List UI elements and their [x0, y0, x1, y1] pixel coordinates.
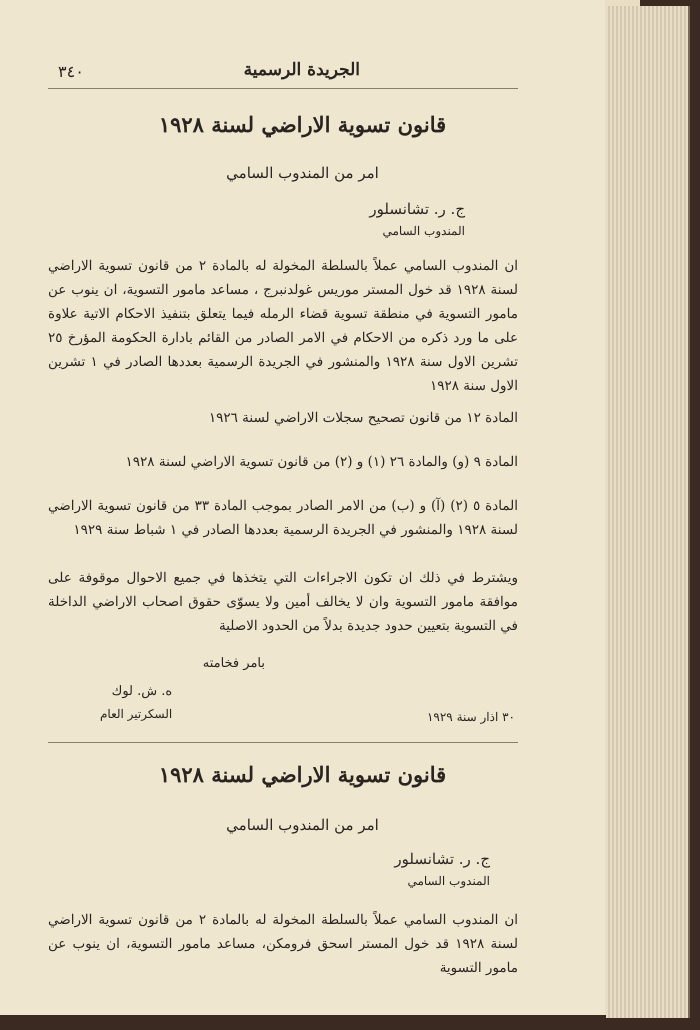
order-heading-2: امر من المندوب السامي	[226, 816, 379, 834]
law-title-2: قانون تسوية الاراضي لسنة ١٩٢٨	[158, 762, 447, 787]
page-header	[40, 60, 565, 88]
order-heading: امر من المندوب السامي	[226, 164, 379, 182]
secretary-role: السكرتير العام	[100, 707, 173, 721]
provision-1: المادة ١٢ من قانون تصحيح سجلات الاراضي لسنة ١٩٢٦	[208, 410, 518, 426]
order-body-2: ان المندوب السامي عملاً بالسلطة المخولة له بالمادة ٢ من قانون تسوية الاراضي لسنة ١٩٢٨ قد خول المستر اسحق فرومكن، مساعد مامور التسوية، ان ينوب عن مامور التسوية	[48, 912, 519, 976]
signatory-role-2: المندوب السامي	[407, 874, 490, 888]
by-order: بامر فخامته	[202, 656, 265, 671]
order-date: ٣٠ اذار سنة ١٩٢٩	[426, 710, 515, 724]
law-title: قانون تسوية الاراضي لسنة ١٩٢٨	[158, 112, 447, 137]
header-divider	[48, 88, 518, 89]
secretary-block	[100, 684, 172, 721]
section-divider	[48, 742, 518, 743]
order-body: ان المندوب السامي عملاً بالسلطة المخولة له بالمادة ٢ من قانون تسوية الاراضي لسنة ١٩٢٨ قد خول المستر موريس غولدنبرج ، مساعد مامور التسوية، ان ينوب عن مامور التسوية في منطقة تسوية قضاء الرمله فيما يتعلق بتنفيذ الاحكام الاتية علاوة على ما ورد ذكره من الاحكام في الامر الصادر من القائم بادارة الحكومة المؤرخ ٢٥ تشرين الاول سنة ١٩٢٨ والمنشور في الجريدة الرسمية بعددها الصادر في ١ تشرين الاول سنة ١٩٢٨	[48, 258, 519, 394]
provision-3: المادة ٥ (٢) (آ) و (ب) من الامر الصادر بموجب المادة ٣٣ من قانون تسوية الاراضي لسنة ١٩٢٨ والمنشور في الجريدة الرسمية بعددها الصادر في ١ شباط سنة ١٩٢٩	[48, 498, 518, 538]
gazette-title: الجريدة الرسمية	[243, 60, 360, 80]
signatory-name-2: ج. ر. تشانسلور	[394, 850, 490, 868]
condition-paragraph: ويشترط في ذلك ان تكون الاجراءات التي يتخذها في جميع الاحوال موقوفة على موافقة مامور التسوية وان لا يخالف أمين ولا يسوّى حقوق اصحاب الاراضي الداخلة في التسوية بتعيين حدود جديدة بدلاً من الحدود الاصلية	[48, 570, 518, 634]
page-number: ٣٤٠	[58, 62, 84, 81]
signatory-role: المندوب السامي	[382, 224, 465, 238]
secretary-name: ه. ش. لوك	[111, 684, 173, 699]
signatory-2	[394, 850, 490, 888]
provision-2: المادة ٩ (و) والمادة ٢٦ (١) و (٢) من قانون تسوية الاراضي لسنة ١٩٢٨	[125, 454, 518, 470]
signatory-name: ج. ر. تشانسلور	[369, 200, 465, 218]
page-edges	[606, 6, 690, 1018]
signatory	[369, 200, 465, 238]
